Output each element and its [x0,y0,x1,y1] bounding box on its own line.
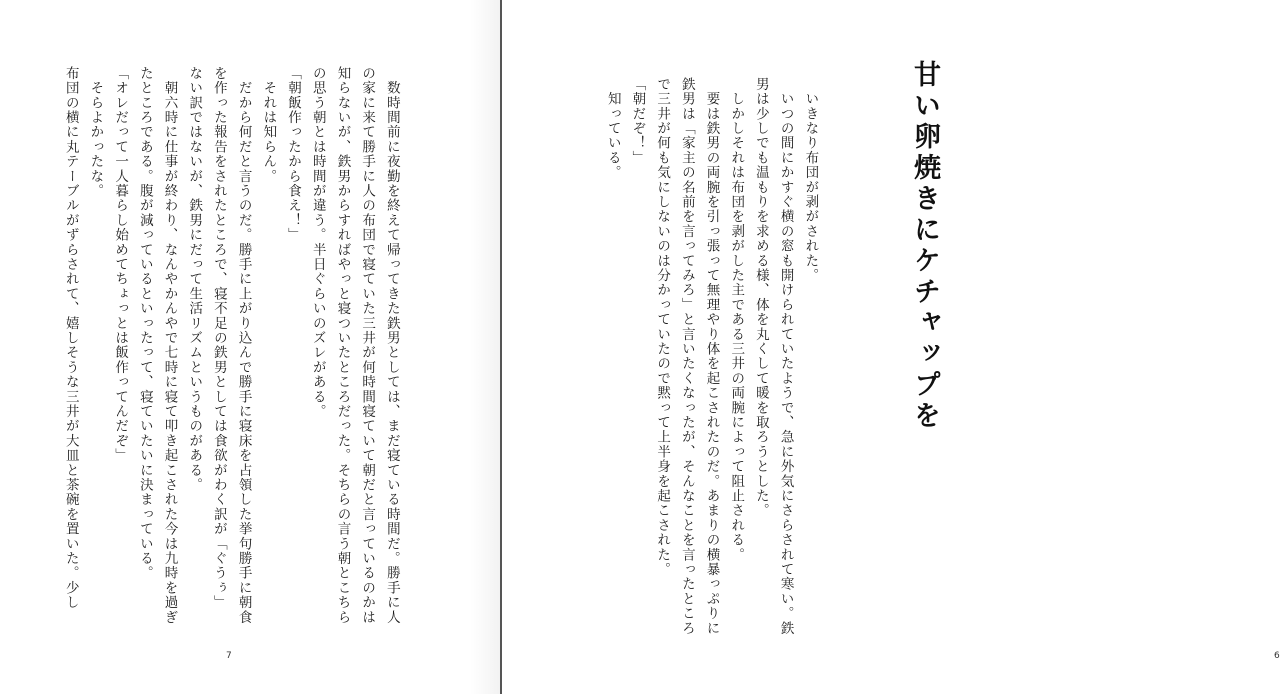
body-line: 「オレだって一人暮らし始めてちょっとは飯作ってんだぞ」 [112,66,129,463]
left-page [0,0,500,694]
body-line: そらよかったな。 [87,66,104,199]
body-line: 知っている。 [604,77,621,180]
body-line: いきなり布団が剥がされた。 [802,77,819,283]
body-line: 朝六時に仕事が終わり、なんやかんやで七時に寝て叩き起こされた今は九時を過ぎ [161,66,178,625]
body-line: を作った報告をされたところで、寝不足の鉄男としては食欲がわく訳が「ぐうぅ」 [210,66,227,610]
body-line: 布団の横に丸テーブルがずらされて、嬉しそうな三井が大皿と茶碗を置いた。少し [62,66,79,610]
page-number-right: 6 [1274,651,1280,661]
body-line: 数時間前に夜勤を終えて帰ってきた鉄男としては、まだ寝ている時間だ。勝手に人 [383,66,400,625]
body-line: だから何だと言うのだ。勝手に上がり込んで勝手に寝床を占領した挙句勝手に朝食 [235,66,252,625]
body-line: 要は鉄男の両腕を引っ張って無理やり体を起こされたのだ。あまりの横暴っぷりに [703,77,720,636]
gutter-shadow [470,0,500,694]
body-line: で三井が何も気にしないのは分かっていたので黙って上半身を起こされた。 [654,77,671,577]
body-line: それは知らん。 [260,66,277,184]
body-line: 鉄男は「家主の名前を言ってみろ」と言いたくなったが、そんなことを言ったところ [678,77,695,636]
chapter-title: 甘い卵焼きにケチャップを [909,60,940,432]
body-line: 知らないが、鉄男からすればやっと寝ついたところだった。そちらの言う朝とこちら [334,66,351,625]
body-line: 「朝飯作ったから食え！」 [285,66,302,243]
body-line: たところである。腹が減っているといったって、寝ていたいに決まっている。 [136,66,153,581]
body-line: 男は少しでも温もりを求める様、体を丸くして暖を取ろうとした。 [752,77,769,518]
body-line: ない訳ではないが、鉄男にだって生活リズムというものがある。 [186,66,203,493]
body-line: 「朝だぞ！」 [629,77,646,166]
body-line: しかしそれは布団を剥がした主である三井の両腕によって阻止される。 [728,77,745,563]
right-page-body [600,77,822,637]
body-line: いつの間にかすぐ横の窓も開けられていたようで、急に外気にさらされて寒い。鉄 [777,77,794,636]
page-number-left: 7 [226,651,232,661]
body-line: の家に来て勝手に人の布団で寝ていた三井が何時間寝ていて朝だと言っているのかは [359,66,376,625]
left-page-body [58,66,404,638]
body-line: の思う朝とは時間が違う。半日ぐらいのズレがある。 [309,66,326,419]
